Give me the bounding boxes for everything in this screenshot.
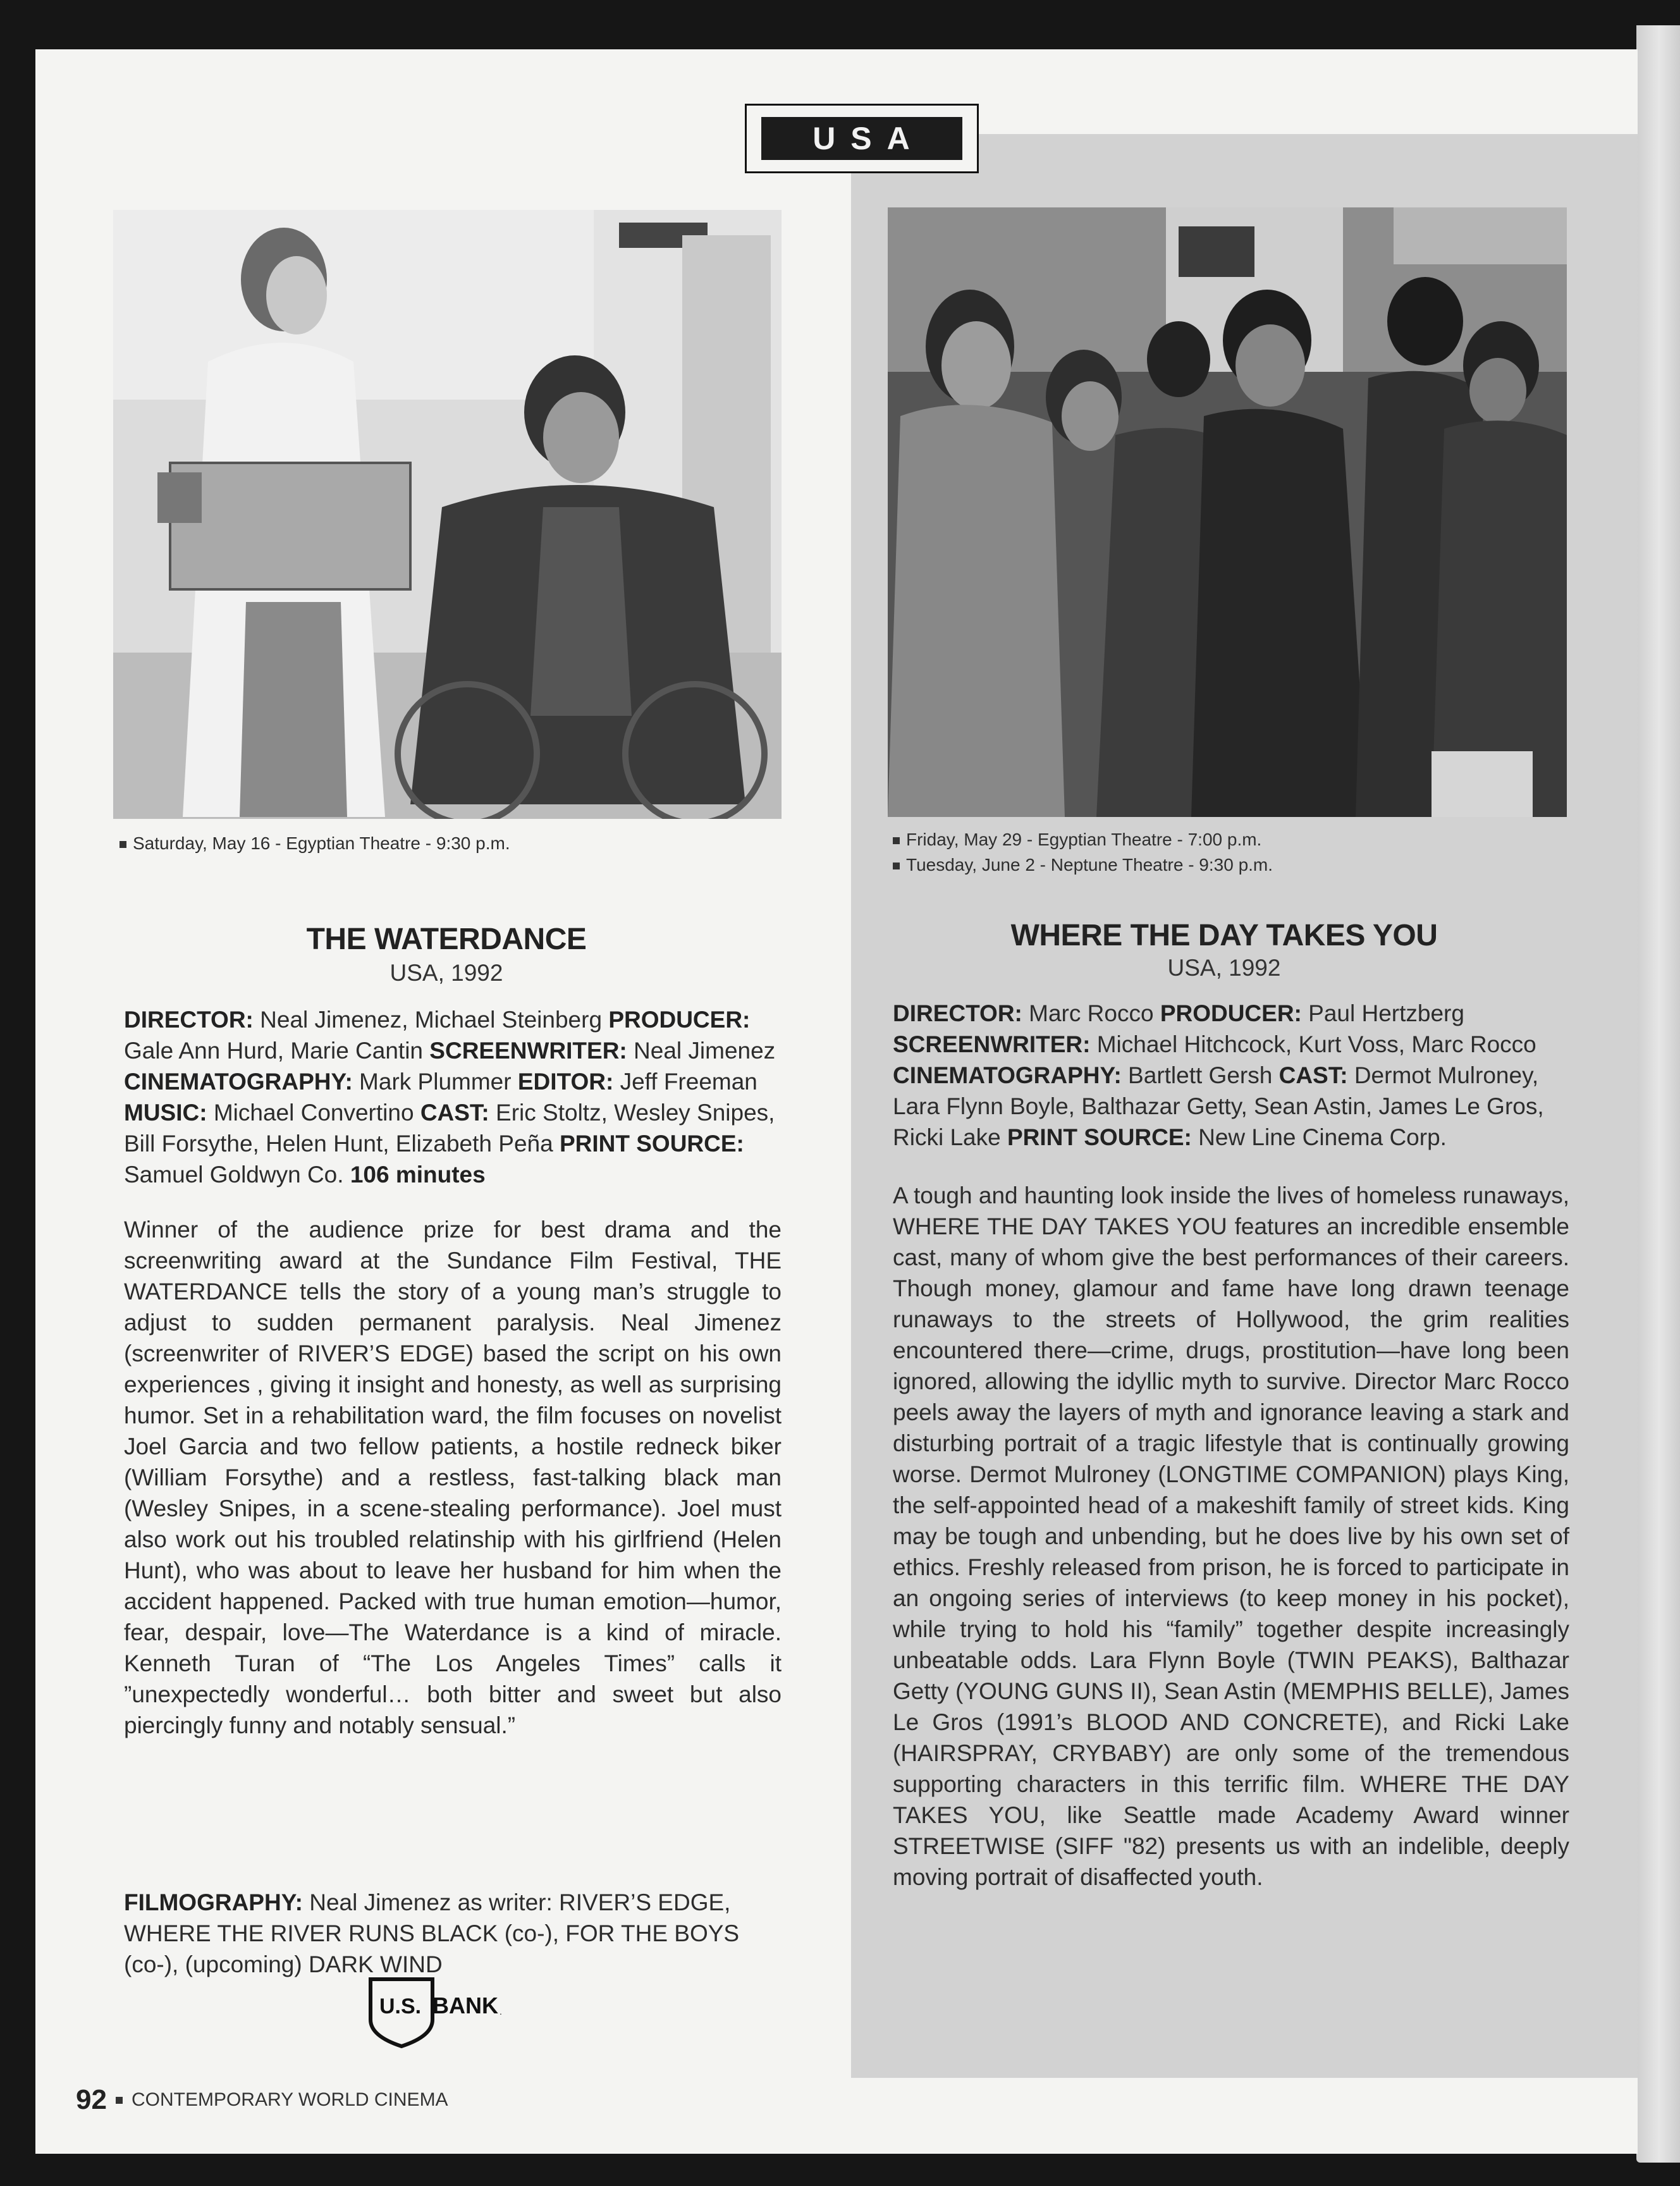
us-bank-shield-icon [367,1975,575,2051]
screening-time-text: Tuesday, June 2 - Neptune Theatre - 9:30 p.m. [906,855,1273,875]
credit-label: DIRECTOR: [124,1007,254,1033]
film-synopsis: Winner of the audience prize for best drama and the screenwriting award at the Sundance Film Festival, THE WATERDANCE tells the story of a young man’s struggle to adjust to sudden permanent paralysis. Neal Jimenez (screenwriter of RIVER’S EDGE) based the script on his own experiences , giving it insight and honesty, as well as surprising humor. Set in a rehabilitation ward, the film focuses on novelist Joel Garcia and two fellow patients, a hostile redneck biker (William Forsythe) and a restless, fast-talking black man (Wesley Snipes, in a scene-stealing performance). Joel must also work out his troubled relatinship with his girlfriend (Helen Hunt), who was about to leave her husband for him when the accident happened. Packed with true human emotion—humor, fear, despair, love—The Waterdance is a kind of miracle. Kenneth Turan of “The Los Angeles Times” calls it ”unexpectedly wonderful… both bitter and sweet but also piercingly funny and notably sensual.” [124,1217,782,1738]
filmography-label: FILMOGRAPHY: [124,1889,303,1915]
section-tab [745,104,979,173]
screening-time-caption [120,833,510,854]
screening-time-text: Friday, May 29 - Egyptian Theatre - 7:00 p.m. [906,830,1262,849]
credit-label: CINEMATOGRAPHY: [893,1062,1122,1088]
credit-value: New Line Cinema Corp. [1191,1124,1447,1150]
screening-time-text: Saturday, May 16 - Egyptian Theatre - 9:30 p.m. [133,833,510,853]
svg-text:BANK: BANK [432,1993,498,2018]
credit-value: Eric Stoltz, Wesley Snipes, Bill Forsythe, Helen Hunt, Elizabeth Peña [124,1100,775,1157]
filmography [124,1887,782,1980]
film-country-year: USA, 1992 [1167,955,1281,981]
bullet-square-icon [120,841,126,848]
credit-label: EDITOR: [517,1069,614,1095]
next-page-edge [1636,25,1680,2163]
svg-text:.: . [500,2006,502,2017]
film-country-year: USA, 1992 [389,960,503,986]
credit-label: SCREENWRITER: [429,1038,627,1064]
credit-value: Bartlett Gersh [1121,1062,1279,1088]
credit-label: PRODUCER: [1160,1000,1302,1026]
bullet-square-icon [116,2097,123,2104]
credit-label: CAST: [1278,1062,1348,1088]
where-the-day-takes-you-still-illustration [888,207,1567,817]
screening-time-caption [893,855,1273,875]
publication-name: CONTEMPORARY WORLD CINEMA [131,2089,448,2110]
credit-value: Paul Hertzberg [1301,1000,1464,1026]
us-bank-logo [367,1975,575,2051]
credit-label: PRODUCER: [608,1007,751,1033]
waterdance-still-illustration [113,210,782,819]
page-footer [76,2084,448,2116]
credit-label: DIRECTOR: [893,1000,1022,1026]
film-title: WHERE THE DAY TAKES YOU [1010,919,1438,952]
credit-label: CINEMATOGRAPHY: [124,1069,353,1095]
where-the-day-takes-you-still-photo [888,207,1567,817]
svg-text:U.S.: U.S. [379,1994,422,2018]
credit-label: SCREENWRITER: [893,1031,1091,1057]
credit-value: Samuel Goldwyn Co. [124,1162,350,1188]
credit-value: Jeff Freeman [613,1069,757,1095]
screening-time-caption [893,830,1261,850]
credit-value: Michael Hitchcock, Kurt Voss, Marc Rocco [1090,1031,1536,1057]
page-number: 92 [76,2084,107,2115]
bullet-square-icon [893,837,900,844]
section-tab-label: USA [761,117,962,160]
film-credits [124,1004,782,1190]
bullet-square-icon [893,863,900,869]
credit-value: Neal Jimenez [627,1038,776,1064]
credit-label: MUSIC: [124,1100,207,1126]
credit-value: Marc Rocco [1022,1000,1160,1026]
credit-value: Neal Jimenez, Michael Steinberg [253,1007,609,1033]
credit-label: CAST: [420,1100,489,1126]
runtime: 106 minutes [350,1162,486,1188]
film-credits [893,998,1569,1153]
film-synopsis: A tough and haunting look inside the lives of homeless runaways, WHERE THE DAY TAKES YOU features an incredible ensemble cast, many of whom give the best performances of their careers. Though money, glamour and fame have long drawn teenage runaways to the streets of Hollywood, the grim realities encountered there—crime, drugs, prostitution—have long been ignored, allowing the idyllic myth to survive. Director Marc Rocco peels away the layers of myth and ignorance leaving a stark and disturbing portrait of a tragic lifestyle that is continually growing worse. Dermot Mulroney (LONGTIME COMPANION) plays King, the self-appointed head of a makeshift family of street kids. King may be tough and unbending, but he does live by his own set of ethics. Freshly released from prison, he is forced to participate in an ongoing series of interviews (to keep money in his pocket), while trying to hold his “family” together despite increasingly unbeatable odds. Lara Flynn Boyle (TWIN PEAKS), Balthazar Getty (YOUNG GUNS II), Sean Astin (MEMPHIS BELLE), James Le Gros (1991’s BLOOD AND CONCRETE), and Ricki Lake (HAIRSPRAY, CRYBABY) are only some of the tremendous supporting characters in this terrific film. WHERE THE DAY TAKES YOU, like Seattle made Academy Award winner STREETWISE (SIFF "82) presents us with an indelible, deeply moving portrait of disaffected youth. [893,1182,1569,1890]
credit-value: Mark Plummer [352,1069,518,1095]
filmography-text: Neal Jimenez as writer: RIVER’S EDGE, WHERE THE RIVER RUNS BLACK (co-), FOR THE BOYS (co-), (upcoming) DARK WIND [124,1889,740,1977]
credit-value: Gale Ann Hurd, Marie Cantin [124,1038,430,1064]
credit-value: Dermot Mulroney, Lara Flynn Boyle, Balthazar Getty, Sean Astin, James Le Gros, Ricki Lake [893,1062,1544,1150]
film-title: THE WATERDANCE [306,923,587,956]
credit-label: PRINT SOURCE: [559,1131,744,1157]
credit-value: Michael Convertino [207,1100,420,1126]
waterdance-still-photo [113,210,782,819]
credit-label: PRINT SOURCE: [1007,1124,1192,1150]
